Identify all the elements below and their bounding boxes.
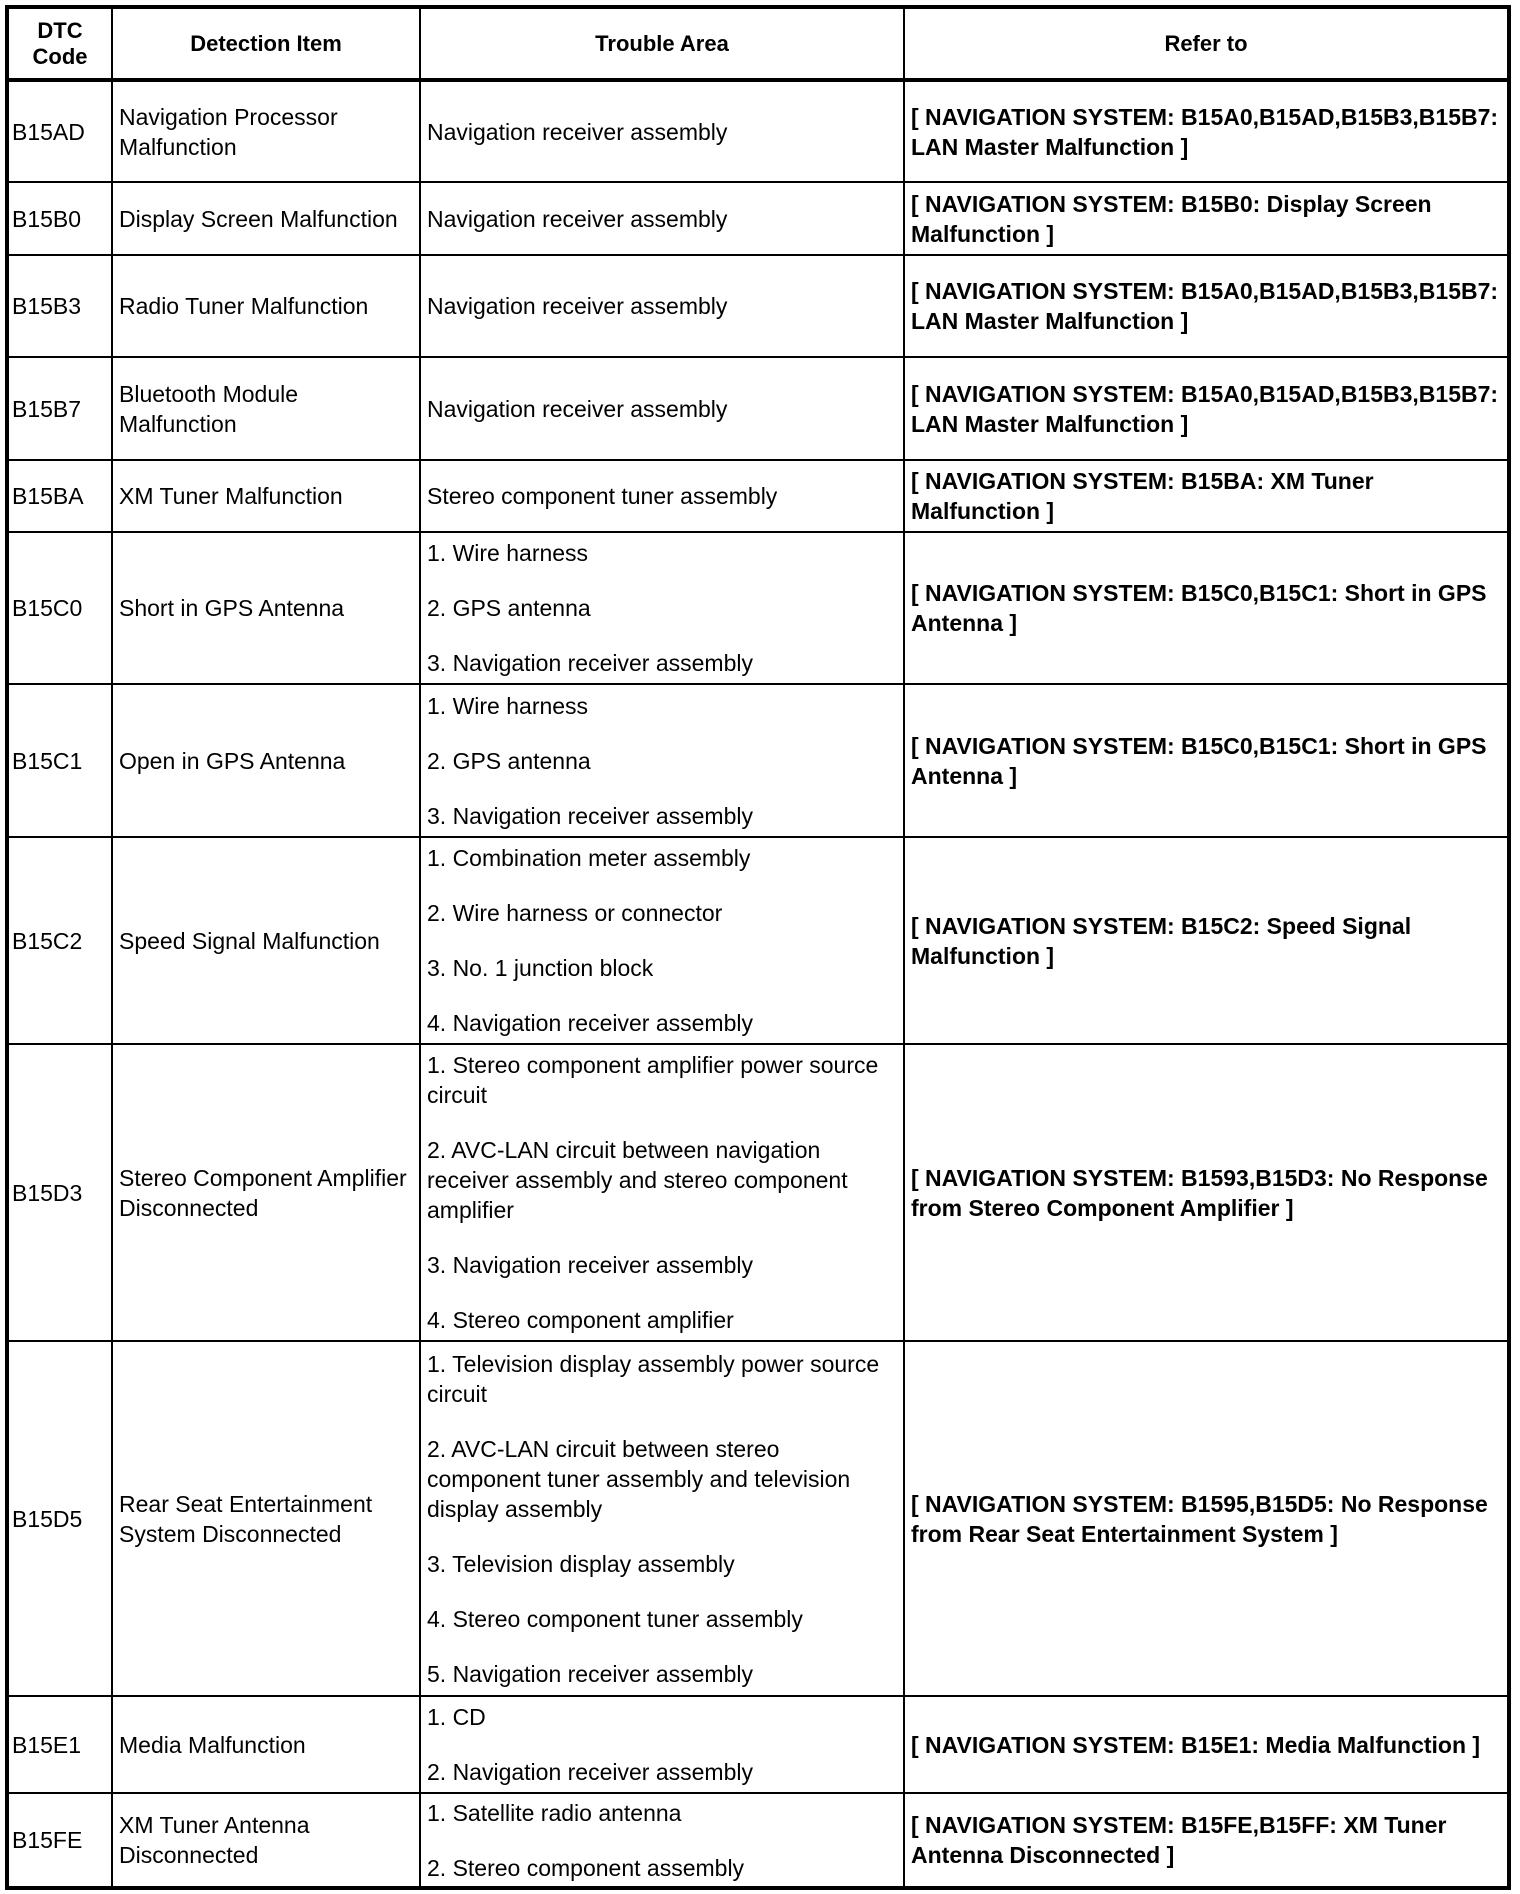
header-refer-to: Refer to: [904, 7, 1509, 80]
trouble-area-item: 1. Stereo component amplifier power source circuit: [427, 1052, 879, 1108]
trouble-area-item: 1. Television display assembly power source circuit: [427, 1350, 880, 1407]
trouble-area-item: 2. GPS antenna: [427, 595, 591, 621]
dtc-code-cell: B15BA: [7, 460, 112, 532]
header-dtc-code-line2: Code: [32, 43, 88, 69]
dtc-code-cell: B15D5: [7, 1341, 112, 1696]
header-dtc-code: [7, 7, 112, 80]
header-detection-item: Detection Item: [112, 7, 420, 80]
table-row: [7, 357, 1509, 460]
trouble-area-cell: [420, 182, 904, 255]
trouble-area-item: 1. CD: [427, 1704, 486, 1730]
trouble-area-cell: [420, 532, 904, 684]
detection-item-cell: Radio Tuner Malfunction: [112, 255, 420, 357]
trouble-area-item: Navigation receiver assembly: [427, 118, 728, 145]
trouble-area-cell: [420, 80, 904, 182]
trouble-area-item: 3. Navigation receiver assembly: [427, 802, 753, 829]
trouble-area-item: 2. AVC-LAN circuit between navigation receiver assembly and stereo component amplifier: [427, 1137, 848, 1223]
trouble-area-item: Stereo component tuner assembly: [427, 483, 778, 509]
trouble-area-item: 4. Stereo component amplifier: [427, 1307, 734, 1333]
refer-to-link[interactable]: [ NAVIGATION SYSTEM: B15C0,B15C1: Short in GPS Antenna ]: [904, 532, 1509, 684]
trouble-area-cell: [420, 357, 904, 460]
dtc-code-cell: B15B0: [7, 182, 112, 255]
refer-to-link[interactable]: [ NAVIGATION SYSTEM: B15C0,B15C1: Short in GPS Antenna ]: [904, 684, 1509, 837]
trouble-area-cell: [420, 255, 904, 357]
trouble-area-item: 5. Navigation receiver assembly: [427, 1660, 753, 1687]
trouble-area-cell: [420, 684, 904, 837]
trouble-area-item: 1. Combination meter assembly: [427, 845, 751, 871]
trouble-area-item: 1. Wire harness: [427, 540, 589, 566]
detection-item-cell: Display Screen Malfunction: [112, 182, 420, 255]
trouble-area-cell: [420, 1044, 904, 1341]
trouble-area-item: 1. Satellite radio antenna: [427, 1799, 682, 1826]
refer-to-link[interactable]: [ NAVIGATION SYSTEM: B1595,B15D5: No Response from Rear Seat Entertainment System ]: [904, 1341, 1509, 1696]
dtc-code-cell: B15E1: [7, 1696, 112, 1793]
refer-to-link[interactable]: [ NAVIGATION SYSTEM: B15C2: Speed Signal Malfunction ]: [904, 837, 1509, 1044]
dtc-code-cell: B15AD: [7, 80, 112, 182]
trouble-area-item: 4. Navigation receiver assembly: [427, 1010, 753, 1036]
refer-to-link[interactable]: [ NAVIGATION SYSTEM: B15E1: Media Malfunction ]: [904, 1696, 1509, 1793]
table-row: [7, 1793, 1509, 1888]
dtc-code-cell: B15B3: [7, 255, 112, 357]
table-row: [7, 837, 1509, 1044]
trouble-area-cell: [420, 1341, 904, 1696]
trouble-area-item: 2. Wire harness or connector: [427, 900, 723, 926]
trouble-area-item: 4. Stereo component tuner assembly: [427, 1605, 803, 1632]
refer-to-link[interactable]: [ NAVIGATION SYSTEM: B1593,B15D3: No Response from Stereo Component Amplifier ]: [904, 1044, 1509, 1341]
detection-item-cell: Rear Seat Entertainment System Disconnected: [112, 1341, 420, 1696]
dtc-code-cell: B15C2: [7, 837, 112, 1044]
header-row: [7, 7, 1509, 80]
refer-to-link[interactable]: [ NAVIGATION SYSTEM: B15FE,B15FF: XM Tuner Antenna Disconnected ]: [904, 1793, 1509, 1888]
table-row: [7, 255, 1509, 357]
table-row: [7, 460, 1509, 532]
trouble-area-item: 3. No. 1 junction block: [427, 955, 654, 981]
dtc-code-cell: B15D3: [7, 1044, 112, 1341]
table-row: [7, 1341, 1509, 1696]
table-row: [7, 80, 1509, 182]
detection-item-cell: Short in GPS Antenna: [112, 532, 420, 684]
trouble-area-item: 2. GPS antenna: [427, 747, 591, 774]
detection-item-cell: Speed Signal Malfunction: [112, 837, 420, 1044]
table-row: [7, 532, 1509, 684]
trouble-area-item: 2. Stereo component assembly: [427, 1854, 745, 1881]
detection-item-cell: Bluetooth Module Malfunction: [112, 357, 420, 460]
trouble-area-item: 1. Wire harness: [427, 692, 589, 719]
header-dtc-code-line1: DTC: [37, 17, 83, 43]
trouble-area-item: 3. Navigation receiver assembly: [427, 1252, 753, 1278]
trouble-area-cell: [420, 1793, 904, 1888]
refer-to-link[interactable]: [ NAVIGATION SYSTEM: B15A0,B15AD,B15B3,B15B7: LAN Master Malfunction ]: [904, 80, 1509, 182]
dtc-code-cell: B15FE: [7, 1793, 112, 1888]
trouble-area-cell: [420, 837, 904, 1044]
header-trouble-area: Trouble Area: [420, 7, 904, 80]
trouble-area-item: 2. AVC-LAN circuit between stereo component tuner assembly and television display assembly: [427, 1435, 851, 1522]
trouble-area-item: 2. Navigation receiver assembly: [427, 1759, 753, 1785]
dtc-code-cell: B15B7: [7, 357, 112, 460]
trouble-area-item: 3. Navigation receiver assembly: [427, 650, 753, 676]
trouble-area-item: Navigation receiver assembly: [427, 395, 728, 422]
detection-item-cell: Navigation Processor Malfunction: [112, 80, 420, 182]
dtc-table: [5, 5, 1511, 1890]
refer-to-link[interactable]: [ NAVIGATION SYSTEM: B15A0,B15AD,B15B3,B15B7: LAN Master Malfunction ]: [904, 255, 1509, 357]
table-body: [7, 80, 1509, 1888]
table-row: [7, 182, 1509, 255]
refer-to-link[interactable]: [ NAVIGATION SYSTEM: B15BA: XM Tuner Malfunction ]: [904, 460, 1509, 532]
trouble-area-item: Navigation receiver assembly: [427, 205, 728, 232]
table-row: [7, 1696, 1509, 1793]
detection-item-cell: XM Tuner Antenna Disconnected: [112, 1793, 420, 1888]
refer-to-link[interactable]: [ NAVIGATION SYSTEM: B15A0,B15AD,B15B3,B15B7: LAN Master Malfunction ]: [904, 357, 1509, 460]
detection-item-cell: XM Tuner Malfunction: [112, 460, 420, 532]
trouble-area-item: 3. Television display assembly: [427, 1550, 735, 1577]
detection-item-cell: Open in GPS Antenna: [112, 684, 420, 837]
trouble-area-cell: [420, 460, 904, 532]
trouble-area-cell: [420, 1696, 904, 1793]
table-row: [7, 1044, 1509, 1341]
refer-to-link[interactable]: [ NAVIGATION SYSTEM: B15B0: Display Screen Malfunction ]: [904, 182, 1509, 255]
detection-item-cell: Stereo Component Amplifier Disconnected: [112, 1044, 420, 1341]
table-row: [7, 684, 1509, 837]
detection-item-cell: Media Malfunction: [112, 1696, 420, 1793]
dtc-code-cell: B15C1: [7, 684, 112, 837]
trouble-area-item: Navigation receiver assembly: [427, 293, 728, 319]
dtc-code-cell: B15C0: [7, 532, 112, 684]
